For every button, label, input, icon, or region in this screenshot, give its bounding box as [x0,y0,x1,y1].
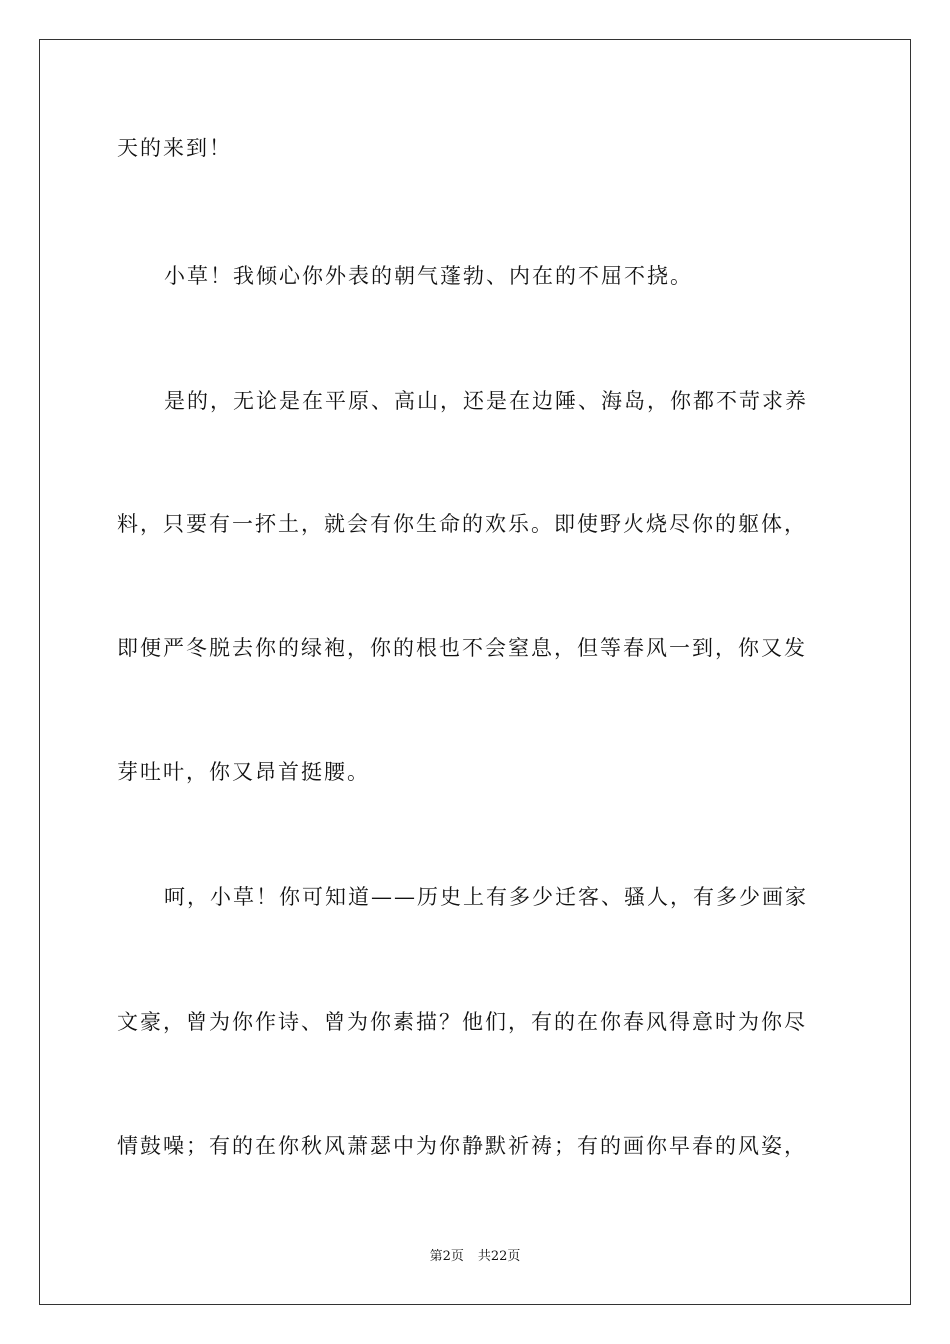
page-footer [0,1248,950,1266]
paragraph-line: 情鼓噪；有的在你秋风萧瑟中为你静默祈祷；有的画你早春的风姿， [117,1134,807,1158]
page-number: 第2页 [429,1249,464,1264]
paragraph-line: 是的，无论是在平原、高山，还是在边陲、海岛，你都不苛求养 [164,389,808,413]
paragraph-line: 小草！我倾心你外表的朝气蓬勃、内在的不屈不挠。 [164,264,693,288]
page-total: 共22页 [477,1249,521,1264]
paragraph-line: 文豪，曾为你作诗、曾为你素描？他们，有的在你春风得意时为你尽 [117,1010,807,1034]
paragraph-line: 芽吐叶，你又昂首挺腰。 [117,760,370,784]
page-border [39,39,911,1305]
paragraph-line: 天的来到！ [117,136,232,160]
paragraph-line: 呵，小草！你可知道——历史上有多少迁客、骚人，有多少画家 [164,885,808,909]
paragraph-line: 即便严冬脱去你的绿袍，你的根也不会窒息，但等春风一到，你又发 [117,636,807,660]
paragraph-line: 料，只要有一抔土，就会有你生命的欢乐。即使野火烧尽你的躯体， [117,512,807,536]
